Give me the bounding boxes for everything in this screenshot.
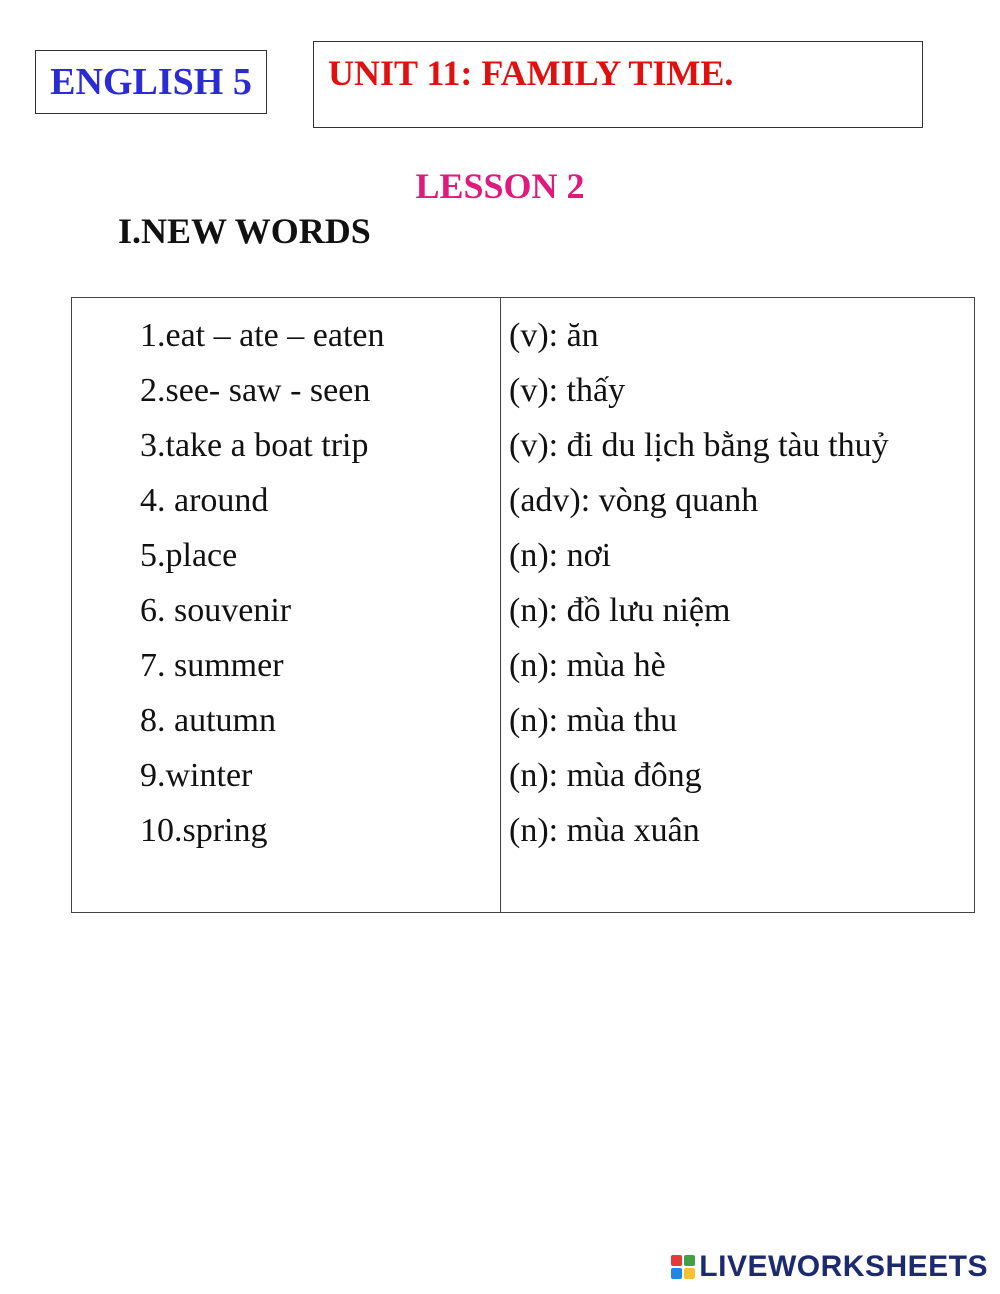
vocab-meaning: (adv): vòng quanh bbox=[509, 482, 759, 519]
vocab-word: 10.spring bbox=[140, 812, 268, 849]
logo-text: LIVEWORKSHEETS bbox=[699, 1250, 988, 1283]
vocab-meaning: (n): mùa đông bbox=[509, 757, 702, 794]
vocab-word: 8. autumn bbox=[140, 702, 276, 739]
vocab-word: 3.take a boat trip bbox=[140, 427, 369, 464]
logo-square-icon bbox=[684, 1268, 695, 1279]
course-title-box bbox=[35, 50, 267, 114]
vocab-meaning: (n): mùa xuân bbox=[509, 812, 700, 849]
vocab-word: 2.see- saw - seen bbox=[140, 372, 371, 409]
vocab-word: 9.winter bbox=[140, 757, 253, 794]
vocab-meaning: (v): thấy bbox=[509, 372, 626, 409]
vocab-word: 7. summer bbox=[140, 647, 284, 684]
section-title: I.NEW WORDS bbox=[118, 211, 371, 251]
logo-icon bbox=[671, 1255, 695, 1279]
course-title: ENGLISH 5 bbox=[50, 61, 252, 103]
unit-title-box bbox=[313, 41, 923, 128]
meanings-column bbox=[501, 298, 974, 912]
unit-title: UNIT 11: FAMILY TIME. bbox=[328, 53, 734, 93]
lesson-title: LESSON 2 bbox=[415, 166, 585, 206]
vocab-meaning: (v): đi du lịch bằng tàu thuỷ bbox=[509, 427, 889, 464]
words-column bbox=[72, 298, 501, 912]
logo-square-icon bbox=[684, 1255, 695, 1266]
vocabulary-table bbox=[71, 297, 975, 913]
vocab-meaning: (n): đồ lưu niệm bbox=[509, 592, 731, 629]
vocab-word: 6. souvenir bbox=[140, 592, 292, 629]
vocab-word: 5.place bbox=[140, 537, 238, 574]
vocab-word: 1.eat – ate – eaten bbox=[140, 317, 385, 354]
vocab-meaning: (n): mùa thu bbox=[509, 702, 678, 739]
logo-square-icon bbox=[671, 1255, 682, 1266]
vocab-meaning: (n): mùa hè bbox=[509, 647, 666, 684]
vocab-word: 4. around bbox=[140, 482, 269, 519]
liveworksheets-logo[interactable] bbox=[671, 1250, 988, 1284]
vocab-meaning: (v): ăn bbox=[509, 317, 599, 354]
vocab-meaning: (n): nơi bbox=[509, 537, 612, 574]
logo-square-icon bbox=[671, 1268, 682, 1279]
